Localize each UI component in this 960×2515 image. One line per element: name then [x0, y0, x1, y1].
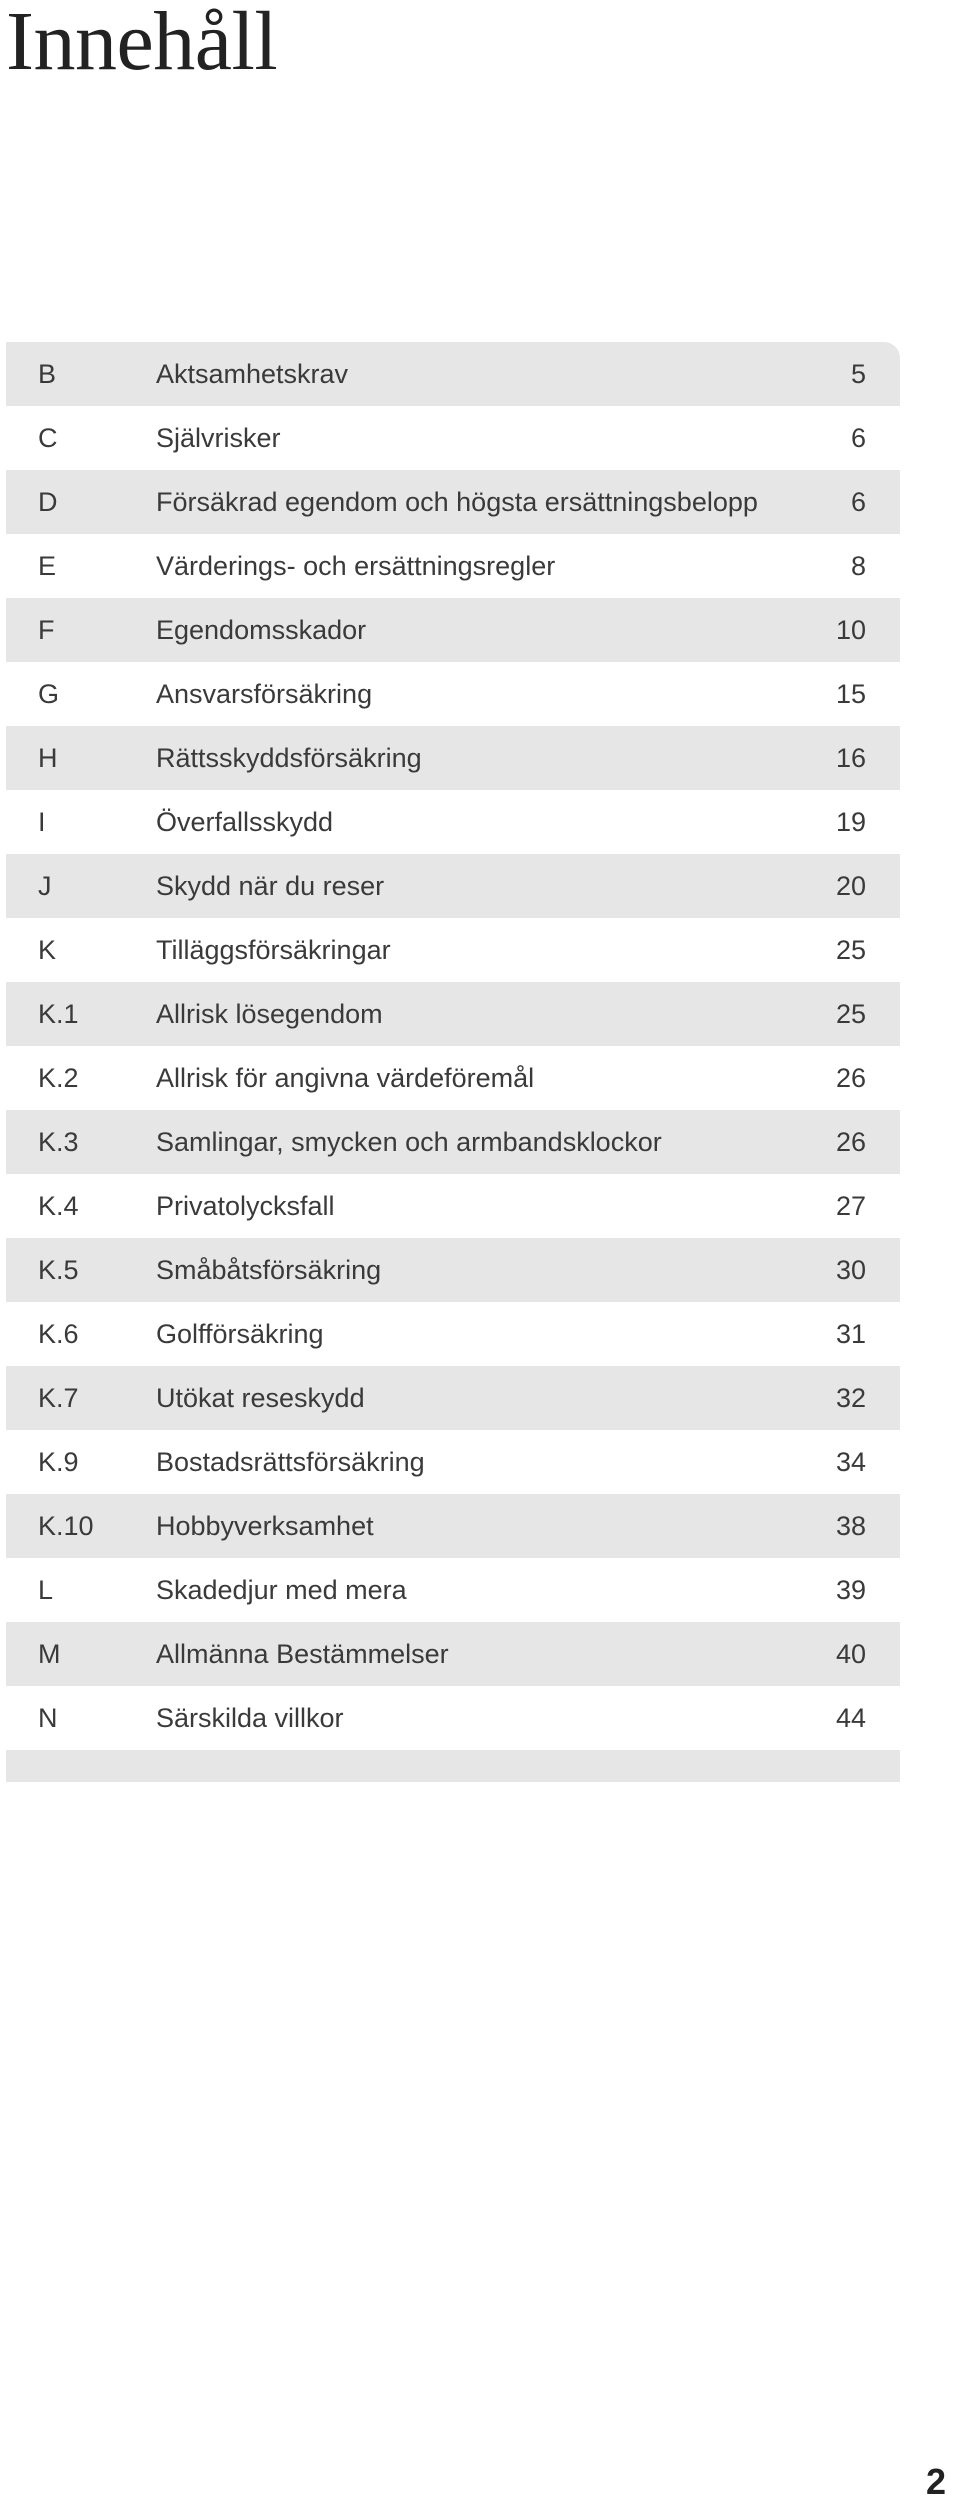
toc-section-code: K.7: [38, 1382, 79, 1413]
toc-page-number: 6: [850, 486, 866, 517]
toc-row[interactable]: [6, 854, 900, 918]
toc-page-number: 26: [835, 1126, 866, 1157]
toc-page-number: 44: [835, 1702, 866, 1733]
toc-row[interactable]: [6, 1174, 900, 1238]
toc-page-number: 32: [835, 1382, 866, 1413]
toc-section-code: M: [38, 1638, 61, 1669]
toc-row[interactable]: [6, 1622, 900, 1686]
toc-section-code: E: [38, 550, 57, 581]
toc-page-number: 31: [835, 1318, 866, 1349]
toc-row[interactable]: [6, 1558, 900, 1622]
toc-row[interactable]: [6, 470, 900, 534]
toc-section-title: Allmänna Bestämmelser: [156, 1638, 449, 1669]
toc-page-number: 25: [835, 934, 866, 965]
toc-section-title: Allrisk lösegendom: [156, 998, 383, 1029]
toc-page-number: 27: [835, 1190, 866, 1221]
toc-page-number: 20: [835, 870, 866, 901]
toc-page-number: 30: [835, 1254, 866, 1285]
toc-section-code: K.3: [38, 1126, 79, 1157]
toc-row[interactable]: [6, 662, 900, 726]
toc-section-title: Ansvarsförsäkring: [156, 678, 373, 709]
toc-section-title: Småbåtsförsäkring: [156, 1254, 382, 1285]
toc-section-code: K.1: [38, 998, 79, 1029]
toc-section-code: L: [38, 1574, 54, 1605]
toc-section-code: K.10: [38, 1510, 94, 1541]
toc-end-bar: [6, 1750, 900, 1782]
toc-section-code: G: [38, 678, 60, 709]
toc-section-title: Självrisker: [156, 422, 281, 453]
toc-page-number: 39: [835, 1574, 866, 1605]
toc-section-code: K: [38, 934, 57, 965]
toc-page-number: 16: [835, 742, 866, 773]
toc-section-code: F: [38, 614, 55, 645]
toc-page-number: 25: [835, 998, 866, 1029]
toc-section-code: K.6: [38, 1318, 79, 1349]
toc-page-number: 10: [835, 614, 866, 645]
toc-row[interactable]: [6, 342, 900, 406]
toc-section-code: K.2: [38, 1062, 79, 1093]
toc-row[interactable]: [6, 1302, 900, 1366]
toc-section-code: N: [38, 1702, 58, 1733]
toc-section-code: H: [38, 742, 58, 773]
toc-section-title: Bostadsrättsförsäkring: [156, 1446, 425, 1477]
toc-section-title: Privatolycksfall: [156, 1190, 335, 1221]
toc-row[interactable]: [6, 982, 900, 1046]
toc-section-title: Tilläggsförsäkringar: [156, 934, 391, 965]
toc-row[interactable]: [6, 1238, 900, 1302]
toc-page-number: 8: [850, 550, 866, 581]
toc-page-number: 6: [850, 422, 866, 453]
toc-section-title: Särskilda villkor: [156, 1702, 344, 1733]
toc-row[interactable]: [6, 1366, 900, 1430]
toc-row[interactable]: [6, 1686, 900, 1750]
toc-section-title: Värderings- och ersättningsregler: [156, 550, 556, 581]
toc-section-title: Skydd när du reser: [156, 870, 385, 901]
toc-section-title: Samlingar, smycken och armbandsklockor: [156, 1126, 662, 1157]
toc-row[interactable]: [6, 918, 900, 982]
toc-row[interactable]: [6, 406, 900, 470]
toc-section-code: I: [38, 806, 46, 837]
toc-page-number: 34: [835, 1446, 866, 1477]
toc-section-code: K.4: [38, 1190, 79, 1221]
toc-page-number: 26: [835, 1062, 866, 1093]
toc-page-number: 15: [835, 678, 866, 709]
toc-section-code: D: [38, 486, 58, 517]
toc-section-code: K.5: [38, 1254, 79, 1285]
toc-section-title: Golfförsäkring: [156, 1318, 324, 1349]
toc-section-title: Aktsamhetskrav: [156, 358, 349, 389]
table-of-contents: [6, 342, 900, 1782]
toc-row[interactable]: [6, 534, 900, 598]
toc-row[interactable]: [6, 790, 900, 854]
toc-page-number: 38: [835, 1510, 866, 1541]
toc-row[interactable]: [6, 1110, 900, 1174]
toc-row[interactable]: [6, 1430, 900, 1494]
toc-section-title: Rättsskyddsförsäkring: [156, 742, 422, 773]
toc-page-number: 40: [835, 1638, 866, 1669]
toc-page-number: 5: [850, 358, 866, 389]
toc-section-title: Utökat reseskydd: [156, 1382, 365, 1413]
toc-section-title: Skadedjur med mera: [156, 1574, 407, 1605]
toc-row[interactable]: [6, 598, 900, 662]
toc-section-code: C: [38, 422, 58, 453]
toc-page-number: 19: [835, 806, 866, 837]
toc-section-title: Hobbyverksamhet: [156, 1510, 374, 1541]
page-number: 2: [925, 2461, 946, 2502]
toc-section-title: Egendomsskador: [156, 614, 367, 645]
toc-section-title: Allrisk för angivna värdeföremål: [156, 1062, 535, 1093]
toc-section-code: B: [38, 358, 57, 389]
toc-section-title: Överfallsskydd: [156, 806, 334, 837]
toc-row[interactable]: [6, 1046, 900, 1110]
toc-row[interactable]: [6, 726, 900, 790]
toc-section-title: Försäkrad egendom och högsta ersättningsbelopp: [156, 486, 758, 517]
toc-section-code: J: [38, 870, 52, 901]
toc-row[interactable]: [6, 1494, 900, 1558]
page-title: Innehåll: [6, 0, 278, 88]
toc-section-code: K.9: [38, 1446, 79, 1477]
